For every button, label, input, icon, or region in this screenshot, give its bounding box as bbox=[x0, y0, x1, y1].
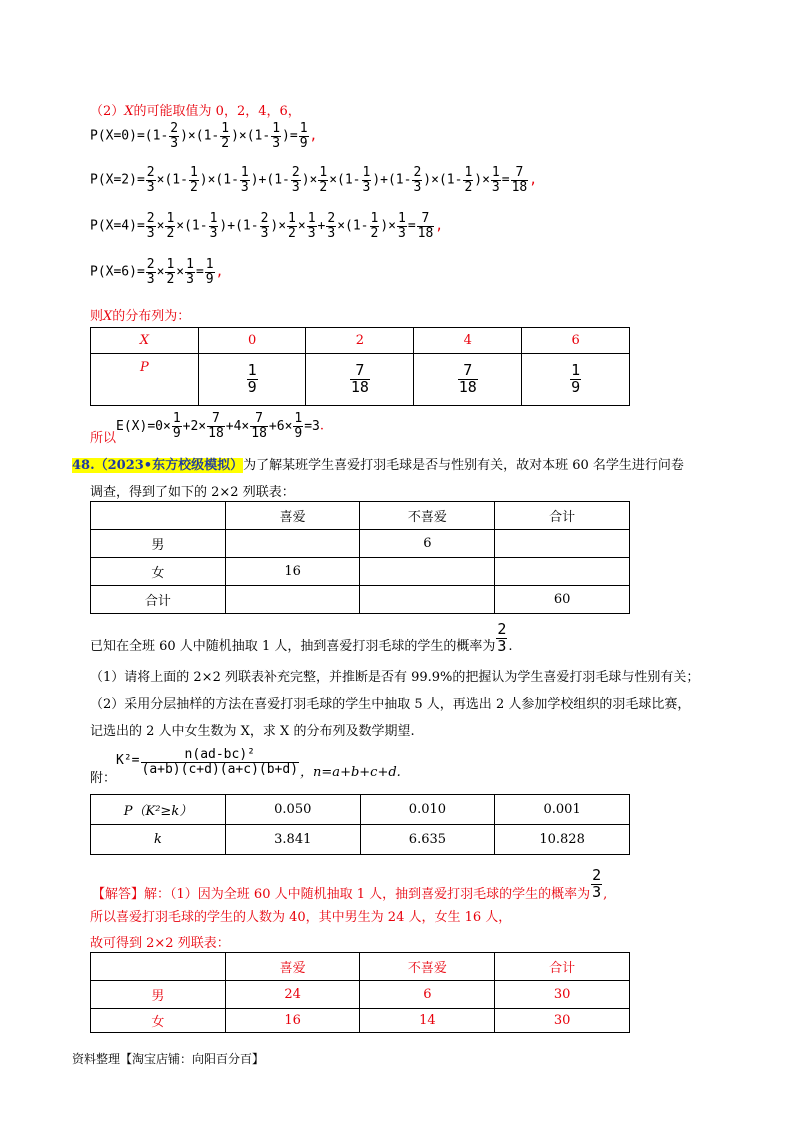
answer-tag: 【解答】 bbox=[92, 886, 145, 902]
fraction: $\frac{1}{2}$ bbox=[464, 165, 473, 195]
fraction: $\frac{1}{2}$ bbox=[319, 165, 328, 195]
fraction: $\frac{7}{18}$ bbox=[511, 165, 528, 195]
table-cell: 合计 bbox=[91, 586, 226, 614]
eq-text: + bbox=[317, 218, 326, 234]
eq-p2 bbox=[90, 166, 537, 194]
table-row bbox=[91, 825, 630, 855]
table-cell: 男 bbox=[91, 530, 226, 558]
fraction: $\frac{2}{3}$ bbox=[170, 121, 179, 151]
table-cell bbox=[360, 586, 495, 614]
fraction: $\frac{1}{3}$ bbox=[307, 211, 316, 241]
table-cell: X bbox=[91, 328, 199, 354]
eq-text: × bbox=[156, 218, 165, 234]
eq-text: +2× bbox=[182, 418, 207, 434]
table-cell: 女 bbox=[91, 1009, 226, 1033]
fraction: $\frac{\text{n(ad-bc)²}}{(a+b)(c+d)(a+c)(b+d)}$ bbox=[141, 747, 299, 777]
eq-p6 bbox=[90, 258, 223, 286]
eq-text: ×(1- bbox=[337, 218, 369, 234]
eq-text: +6× bbox=[268, 418, 293, 434]
table-cell: 女 bbox=[91, 558, 226, 586]
fraction: $\frac{7}{18}$ bbox=[417, 211, 434, 241]
eq-text: =3 bbox=[304, 418, 320, 434]
given-text: 已知在全班 60 人中随机抽取 1 人，抽到喜爱打羽毛球的学生的概率为 bbox=[90, 638, 496, 654]
table-cell bbox=[495, 530, 630, 558]
subquestion-1: （1）请将上面的 2×2 列联表补充完整，并推断是否有 99.9%的把握认为学生喜爱打羽毛球与性别有关； bbox=[90, 670, 700, 685]
table-row bbox=[91, 953, 630, 981]
eq-text: P(X=6)= bbox=[90, 264, 145, 280]
table-row bbox=[91, 354, 630, 406]
answer-tail: , bbox=[603, 886, 608, 902]
table-cell: 合计 bbox=[495, 502, 630, 530]
expect-lead: 所以 bbox=[90, 430, 117, 446]
table-cell: 0 bbox=[198, 328, 306, 354]
eq-text: )×(1- bbox=[180, 128, 220, 144]
fraction: $\frac{1}{9}$ bbox=[172, 411, 181, 441]
fraction: $\frac{2}{3}$ bbox=[497, 620, 507, 655]
table-cell: 16 bbox=[225, 558, 360, 586]
table-cell: 3.841 bbox=[225, 825, 360, 855]
table-cell: 16 bbox=[225, 1009, 360, 1033]
table-cell bbox=[414, 354, 522, 406]
answer-line2: 所以喜爱打羽毛球的学生的人数为 40，其中男生为 24 人，女生 16 人， bbox=[90, 910, 512, 925]
fraction: $\frac{1}{3}$ bbox=[272, 121, 281, 151]
eq-text: E(X)=0× bbox=[116, 418, 171, 434]
eq-text: )× bbox=[380, 218, 396, 234]
table-cell: 合计 bbox=[495, 953, 630, 981]
eq-text: )× bbox=[301, 172, 318, 188]
formula-lhs: K²= bbox=[116, 752, 140, 768]
table-cell: 60 bbox=[495, 586, 630, 614]
subquestion-2-line1: （2）采用分层抽样的方法在喜爱打羽毛球的学生中抽取 5 人，再选出 2 人参加学校组织的羽毛球比赛， bbox=[90, 697, 691, 712]
eq-text: = bbox=[195, 264, 204, 280]
table-cell: 喜爱 bbox=[225, 502, 360, 530]
eq-text: = bbox=[407, 218, 416, 234]
var-x: X bbox=[124, 104, 134, 119]
eq-text: P(X=2)= bbox=[90, 172, 145, 188]
fraction: $\frac{1}{3}$ bbox=[209, 211, 218, 241]
eq-text: )× bbox=[474, 172, 490, 188]
fraction: $\frac{1}{9}$ bbox=[299, 121, 308, 151]
answer-text: 解：（1）因为全班 60 人中随机抽取 1 人，抽到喜爱打羽毛球的学生的概率为 bbox=[144, 886, 591, 902]
fraction: $\frac{1}{9}$ bbox=[294, 411, 303, 441]
table-cell: 不喜爱 bbox=[360, 953, 495, 981]
distribution-table bbox=[90, 327, 630, 406]
fraction: $\frac{1}{2}$ bbox=[166, 257, 175, 287]
table-row bbox=[91, 502, 630, 530]
fraction: $\frac{1}{9}$ bbox=[247, 361, 257, 396]
table-cell bbox=[522, 354, 630, 406]
table-row bbox=[91, 981, 630, 1009]
eq-text: +4× bbox=[225, 418, 250, 434]
eq-text: × bbox=[176, 264, 185, 280]
fraction: $\frac{2}{3}$ bbox=[146, 165, 155, 195]
formula-line bbox=[90, 747, 401, 786]
q48-line1 bbox=[72, 454, 684, 473]
table-cell bbox=[360, 558, 495, 586]
fraction: $\frac{1}{3}$ bbox=[240, 165, 249, 195]
part2-label: （2） bbox=[90, 104, 125, 119]
table-cell: 14 bbox=[360, 1009, 495, 1033]
fraction: $\frac{2}{3}$ bbox=[146, 257, 155, 287]
table-cell: P bbox=[91, 354, 199, 406]
eq-text: )+(1- bbox=[250, 172, 290, 188]
part2-heading bbox=[90, 100, 301, 119]
table-cell: 0.050 bbox=[225, 795, 360, 825]
eq-text: × bbox=[156, 264, 165, 280]
critical-value-table bbox=[90, 794, 630, 855]
eq-text: × bbox=[297, 218, 306, 234]
fraction: $\frac{2}{3}$ bbox=[413, 165, 422, 195]
formula-lead: 附： bbox=[90, 770, 117, 786]
page-footer: 资料整理【淘宝店铺：向阳百分百】 bbox=[72, 1052, 265, 1066]
fraction: $\frac{1}{2}$ bbox=[221, 121, 230, 151]
eq-text: P(X=0)=(1- bbox=[90, 128, 169, 144]
table-cell bbox=[198, 354, 306, 406]
fraction: $\frac{1}{3}$ bbox=[186, 257, 194, 287]
expectation-line bbox=[90, 411, 325, 446]
eq-text: P(X=4)= bbox=[90, 218, 145, 234]
part2-text: 的可能取值为 0，2，4，6， bbox=[133, 104, 301, 119]
eq-text: , bbox=[435, 218, 444, 234]
question-number: 48. bbox=[72, 458, 95, 473]
table-row bbox=[91, 558, 630, 586]
table-cell: 6 bbox=[522, 328, 630, 354]
table-row bbox=[91, 328, 630, 354]
eq-text: )×(1- bbox=[423, 172, 463, 188]
fraction: $\frac{1}{9}$ bbox=[571, 361, 581, 396]
eq-text: )+(1- bbox=[372, 172, 412, 188]
given-line bbox=[90, 620, 513, 663]
contingency-table-answer bbox=[90, 952, 630, 1033]
fraction: $\frac{1}{2}$ bbox=[288, 211, 296, 241]
dist-title-post: 的分布列为： bbox=[112, 309, 191, 324]
dist-title bbox=[90, 305, 190, 324]
eq-text: ×(1- bbox=[156, 172, 188, 188]
table-cell: P（K²≥k） bbox=[91, 795, 226, 825]
table-cell bbox=[91, 953, 226, 981]
fraction: $\frac{1}{2}$ bbox=[166, 211, 175, 241]
table-cell: 2 bbox=[306, 328, 414, 354]
eq-text: = bbox=[501, 172, 510, 188]
fraction: $\frac{1}{2}$ bbox=[189, 165, 198, 195]
table-cell: 6 bbox=[360, 981, 495, 1009]
table-row bbox=[91, 586, 630, 614]
table-cell: 0.010 bbox=[360, 795, 495, 825]
question-text: 为了解某班学生喜爱打羽毛球是否与性别有关，故对本班 60 名学生进行问卷 bbox=[243, 458, 684, 473]
formula-tail: ，n=a+b+c+d. bbox=[300, 764, 401, 780]
table-cell: 男 bbox=[91, 981, 226, 1009]
table-cell: 不喜爱 bbox=[360, 502, 495, 530]
table-cell: 4 bbox=[414, 328, 522, 354]
table-cell: 6 bbox=[360, 530, 495, 558]
eq-text: )× bbox=[270, 218, 287, 234]
fraction: $\frac{2}{3}$ bbox=[327, 211, 336, 241]
table-row bbox=[91, 530, 630, 558]
table-cell: 10.828 bbox=[495, 825, 630, 855]
fraction: $\frac{2}{3}$ bbox=[260, 211, 269, 241]
fraction: $\frac{1}{3}$ bbox=[397, 211, 406, 241]
fraction: $\frac{2}{3}$ bbox=[291, 165, 300, 195]
eq-text: )×(1- bbox=[231, 128, 271, 144]
dist-title-pre: 则 bbox=[90, 309, 104, 324]
eq-text: ×(1- bbox=[329, 172, 361, 188]
table-row bbox=[91, 1009, 630, 1033]
table-cell: k bbox=[91, 825, 226, 855]
table-cell bbox=[306, 354, 414, 406]
eq-text: ×(1- bbox=[176, 218, 208, 234]
fraction: $\frac{1}{3}$ bbox=[491, 165, 500, 195]
table-cell: 30 bbox=[495, 981, 630, 1009]
subquestion-2-line2: 记选出的 2 人中女生数为 X，求 X 的分布列及数学期望. bbox=[90, 724, 415, 739]
fraction: $\frac{1}{9}$ bbox=[205, 257, 214, 287]
answer-line3: 故可得到 2×2 列联表： bbox=[90, 936, 230, 951]
fraction: $\frac{7}{18}$ bbox=[458, 361, 477, 396]
fraction: $\frac{7}{18}$ bbox=[251, 411, 267, 441]
var-x: X bbox=[103, 309, 113, 324]
table-row bbox=[91, 795, 630, 825]
table-cell: 喜爱 bbox=[225, 953, 360, 981]
table-cell bbox=[91, 502, 226, 530]
table-cell: 30 bbox=[495, 1009, 630, 1033]
eq-p4 bbox=[90, 212, 443, 240]
eq-text: )+(1- bbox=[219, 218, 259, 234]
eq-text: , bbox=[309, 128, 318, 144]
eq-p0 bbox=[90, 122, 317, 150]
table-cell: 24 bbox=[225, 981, 360, 1009]
question-source: （2023•东方校级模拟） bbox=[94, 458, 244, 473]
table-cell bbox=[225, 586, 360, 614]
fraction: $\frac{2}{3}$ bbox=[592, 866, 602, 901]
fraction: $\frac{1}{3}$ bbox=[362, 165, 371, 195]
table-cell bbox=[225, 530, 360, 558]
contingency-table-question bbox=[90, 501, 630, 614]
given-tail: . bbox=[508, 638, 513, 654]
table-cell bbox=[495, 558, 630, 586]
fraction: $\frac{2}{3}$ bbox=[146, 211, 155, 241]
table-cell: 6.635 bbox=[360, 825, 495, 855]
eq-text: , bbox=[215, 264, 224, 280]
eq-text: . bbox=[319, 418, 325, 434]
fraction: $\frac{7}{18}$ bbox=[208, 411, 224, 441]
table-cell: 0.001 bbox=[495, 795, 630, 825]
eq-text: , bbox=[529, 172, 538, 188]
eq-text: )= bbox=[282, 128, 298, 144]
eq-text: )×(1- bbox=[199, 172, 239, 188]
fraction: $\frac{1}{2}$ bbox=[370, 211, 379, 241]
q48-line2: 调查，得到了如下的 2×2 列联表： bbox=[90, 485, 295, 500]
fraction: $\frac{7}{18}$ bbox=[350, 361, 369, 396]
